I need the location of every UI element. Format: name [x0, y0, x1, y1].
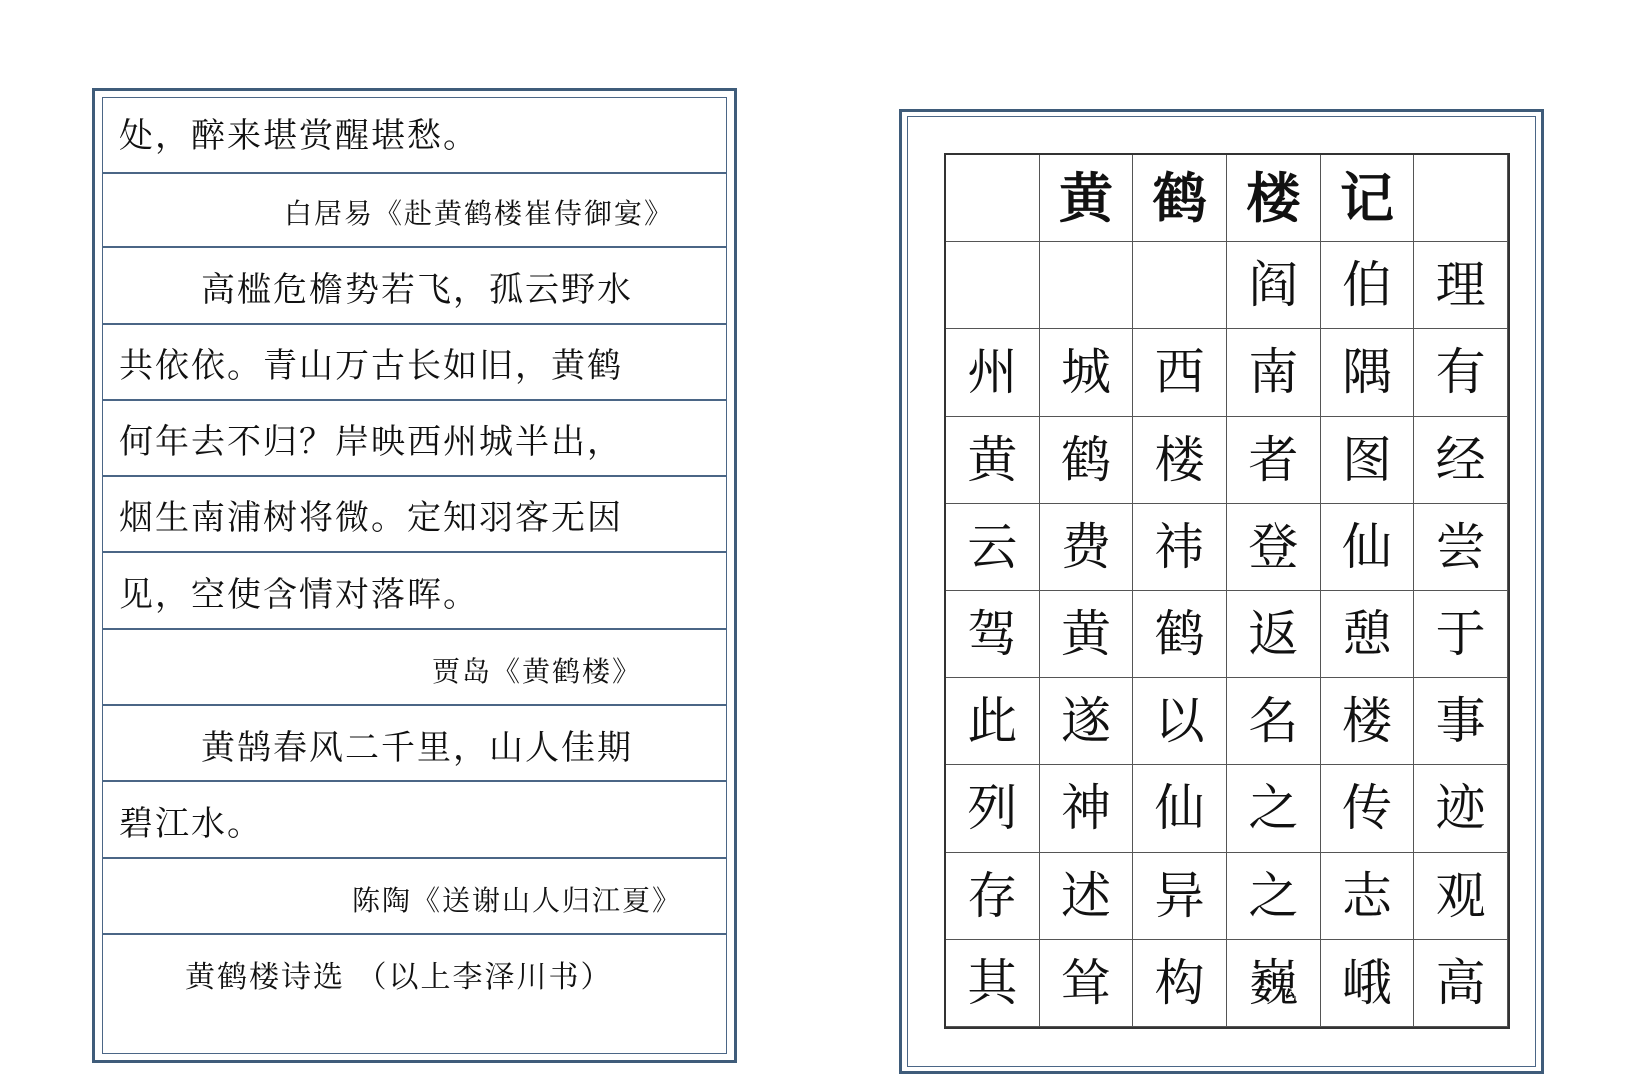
ruled-line: [103, 780, 726, 782]
grid-cell: 遂: [1040, 678, 1134, 765]
grid-cell: 于: [1414, 591, 1508, 678]
poem-line: 碧江水。: [119, 804, 263, 844]
grid-cell: 驾: [946, 591, 1040, 678]
poem-line: 何年去不归？岸映西州城半出，: [119, 422, 623, 462]
grid-cell: 巍: [1227, 940, 1321, 1027]
ruled-line: [103, 857, 726, 859]
grid-cell: [1133, 242, 1227, 329]
grid-cell: [1040, 242, 1134, 329]
grid-cell: 存: [946, 853, 1040, 940]
poem-line: 见，空使含情对落晖。: [119, 575, 479, 615]
grid-cell: 之: [1227, 765, 1321, 852]
grid-cell: 神: [1040, 765, 1134, 852]
grid-cell: [946, 155, 1040, 242]
grid-cell: 祎: [1133, 504, 1227, 591]
grid-cell: 州: [946, 329, 1040, 416]
grid-cell: 者: [1227, 417, 1321, 504]
grid-cell: 南: [1227, 329, 1321, 416]
ruled-line: [103, 399, 726, 401]
grid-cell: 返: [1227, 591, 1321, 678]
grid-cell: 登: [1227, 504, 1321, 591]
collection-title: 黄鹤楼诗选 （以上李泽川书）: [185, 960, 613, 995]
grid-cell: 阎: [1227, 242, 1321, 329]
grid-cell: 列: [946, 765, 1040, 852]
ruled-line: [103, 704, 726, 706]
grid-cell: 云: [946, 504, 1040, 591]
grid-cell: 鹤: [1133, 155, 1227, 242]
poem-attribution: 贾岛《黄鹤楼》: [431, 655, 642, 688]
grid-cell: 楼: [1133, 417, 1227, 504]
grid-cell: 事: [1414, 678, 1508, 765]
grid-cell: 高: [1414, 940, 1508, 1027]
grid-cell: 费: [1040, 504, 1134, 591]
grid-cell: 峨: [1321, 940, 1415, 1027]
ruled-line: [103, 246, 726, 248]
poem-line: 共依依。青山万古长如旧，黄鹤: [119, 346, 623, 386]
grid-cell: 以: [1133, 678, 1227, 765]
grid-cell: 有: [1414, 329, 1508, 416]
ruled-line: [103, 323, 726, 325]
poem-line: 高槛危檐势若飞，孤云野水: [201, 270, 633, 310]
grid-cell: 楼: [1227, 155, 1321, 242]
grid-cell: 耸: [1040, 940, 1134, 1027]
grid-cell: 隅: [1321, 329, 1415, 416]
grid-cell: 志: [1321, 853, 1415, 940]
grid-cell: 其: [946, 940, 1040, 1027]
grid-cell: [946, 242, 1040, 329]
grid-cell: 此: [946, 678, 1040, 765]
grid-cell: 仙: [1321, 504, 1415, 591]
character-grid: [944, 153, 1510, 1029]
poem-attribution: 白居易《赴黄鹤楼崔侍御宴》: [283, 197, 674, 230]
grid-cell: 城: [1040, 329, 1134, 416]
grid-cell: 述: [1040, 853, 1134, 940]
grid-cell: 异: [1133, 853, 1227, 940]
poem-line: 处，醉来堪赏醒堪愁。: [119, 116, 479, 156]
grid-cell: 楼: [1321, 678, 1415, 765]
grid-cell: 憩: [1321, 591, 1415, 678]
grid-cell: 西: [1133, 329, 1227, 416]
right-page-inner-frame: [907, 116, 1536, 1067]
grid-cell: 黄: [946, 417, 1040, 504]
grid-cell: 尝: [1414, 504, 1508, 591]
poem-line: 烟生南浦树将微。定知羽客无因: [119, 498, 623, 538]
poem-attribution: 陈陶《送谢山人归江夏》: [351, 884, 682, 917]
ruled-line: [103, 172, 726, 174]
left-page: [92, 88, 737, 1063]
grid-cell: 黄: [1040, 155, 1134, 242]
grid-cell: 记: [1321, 155, 1415, 242]
grid-cell: [1414, 155, 1508, 242]
grid-cell: 传: [1321, 765, 1415, 852]
grid-cell: 理: [1414, 242, 1508, 329]
grid-cell: 观: [1414, 853, 1508, 940]
ruled-line: [103, 933, 726, 935]
ruled-line: [103, 628, 726, 630]
grid-cell: 图: [1321, 417, 1415, 504]
grid-cell: 经: [1414, 417, 1508, 504]
grid-cell: 名: [1227, 678, 1321, 765]
grid-cell: 之: [1227, 853, 1321, 940]
ruled-line: [103, 475, 726, 477]
ruled-line: [103, 551, 726, 553]
grid-cell: 迹: [1414, 765, 1508, 852]
grid-cell: 仙: [1133, 765, 1227, 852]
grid-cell: 构: [1133, 940, 1227, 1027]
grid-cell: 伯: [1321, 242, 1415, 329]
grid-cell: 鹤: [1133, 591, 1227, 678]
grid-cell: 鹤: [1040, 417, 1134, 504]
poem-line: 黄鹄春风二千里，山人佳期: [201, 728, 633, 768]
grid-cell: 黄: [1040, 591, 1134, 678]
right-page: [899, 109, 1544, 1074]
left-page-inner-frame: [102, 97, 727, 1054]
